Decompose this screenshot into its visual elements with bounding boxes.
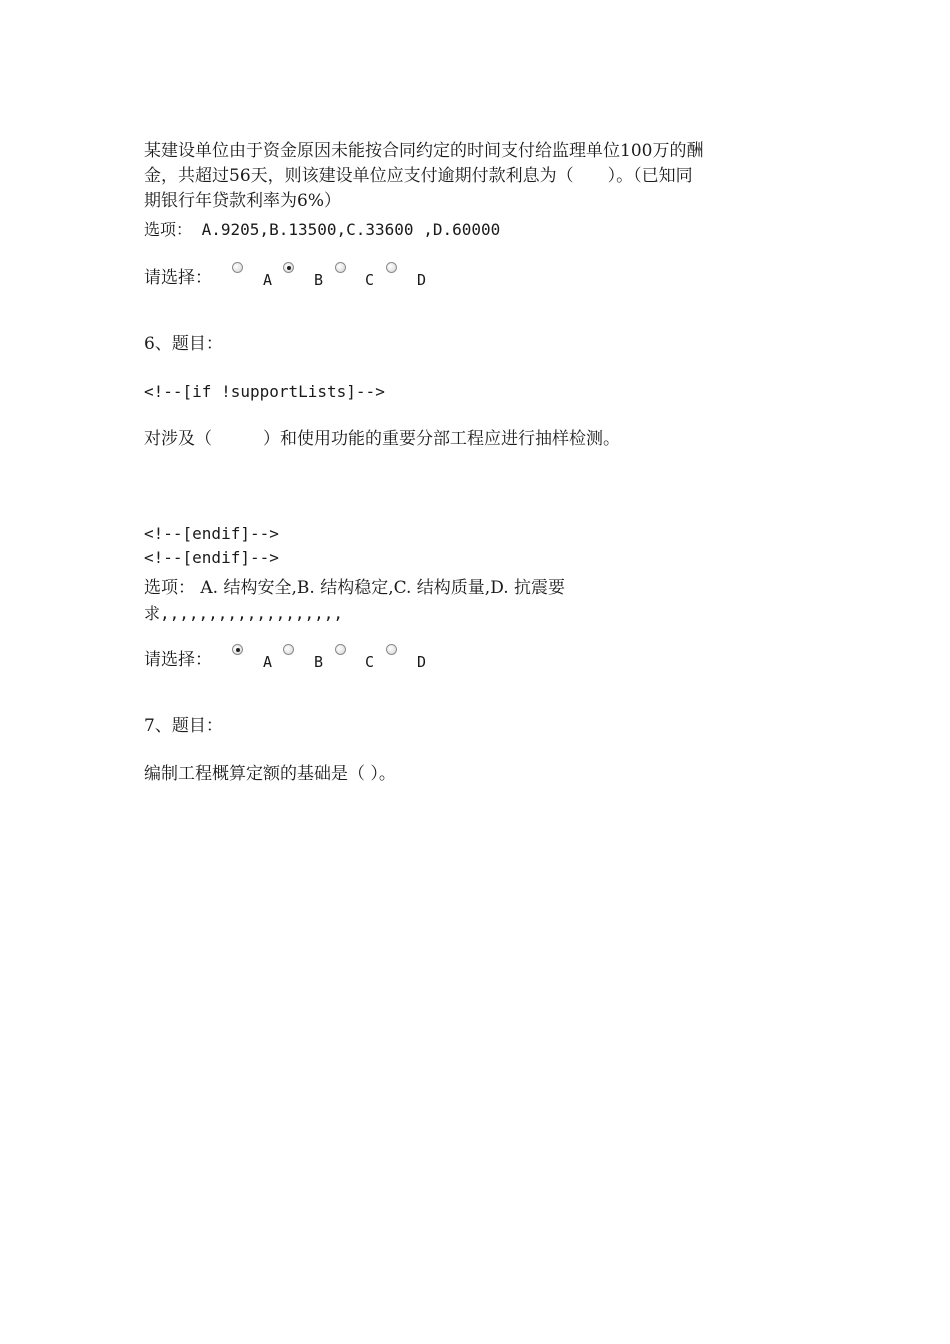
q6-choice-a-label: A xyxy=(263,653,273,671)
q6-select-label: 请选择： xyxy=(144,650,212,670)
q6-radio-d[interactable] xyxy=(386,644,397,655)
q6-radio-b[interactable] xyxy=(283,644,294,655)
q5-select-label: 请选择： xyxy=(144,268,212,288)
q6-radio-a[interactable] xyxy=(232,644,243,655)
q5-answer-row xyxy=(144,262,444,292)
q5-radio-b[interactable] xyxy=(283,262,294,273)
q5-choice-a-label: A xyxy=(263,271,273,289)
q6-choice-c-label: C xyxy=(365,653,375,671)
q6-choice-b-label: B xyxy=(314,653,324,671)
q7-header: 7、题目： xyxy=(144,716,223,736)
q6-options-line-2: 求,,,,,,,,,,,,,,,,,,, xyxy=(144,604,344,623)
q6-answer-row xyxy=(144,644,444,674)
q5-radio-a[interactable] xyxy=(232,262,243,273)
q5-radio-c[interactable] xyxy=(335,262,346,273)
q6-comment-endif-1: <!--[endif]--> xyxy=(144,524,279,543)
q5-choice-b-label: B xyxy=(314,271,324,289)
q5-text-line-1: 某建设单位由于资金原因未能按合同约定的时间支付给监理单位100万的酬 xyxy=(144,141,704,161)
q5-options: 选项： A.9205,B.13500,C.33600 ,D.60000 xyxy=(144,220,501,239)
q5-choice-d-label: D xyxy=(417,271,427,289)
q5-text-line-2: 金，共超过56天，则该建设单位应支付逾期付款利息为（ ）。（已知同 xyxy=(144,166,693,186)
q6-comment-endif-2: <!--[endif]--> xyxy=(144,548,279,567)
q5-choice-c-label: C xyxy=(365,271,375,289)
q6-header: 6、题目： xyxy=(144,334,223,354)
q6-options-line-1: 选项： A. 结构安全,B. 结构稳定,C. 结构质量,D. 抗震要 xyxy=(144,578,566,598)
q6-question-text: 对涉及（ ）和使用功能的重要分部工程应进行抽样检测。 xyxy=(144,429,620,449)
q5-radio-d[interactable] xyxy=(386,262,397,273)
q7-question-text: 编制工程概算定额的基础是（ ）。 xyxy=(144,764,396,784)
q6-radio-c[interactable] xyxy=(335,644,346,655)
q6-comment-if: <!--[if !supportLists]--> xyxy=(144,382,385,401)
q5-text-line-3: 期银行年贷款利率为6%） xyxy=(144,191,341,211)
q6-choice-d-label: D xyxy=(417,653,427,671)
